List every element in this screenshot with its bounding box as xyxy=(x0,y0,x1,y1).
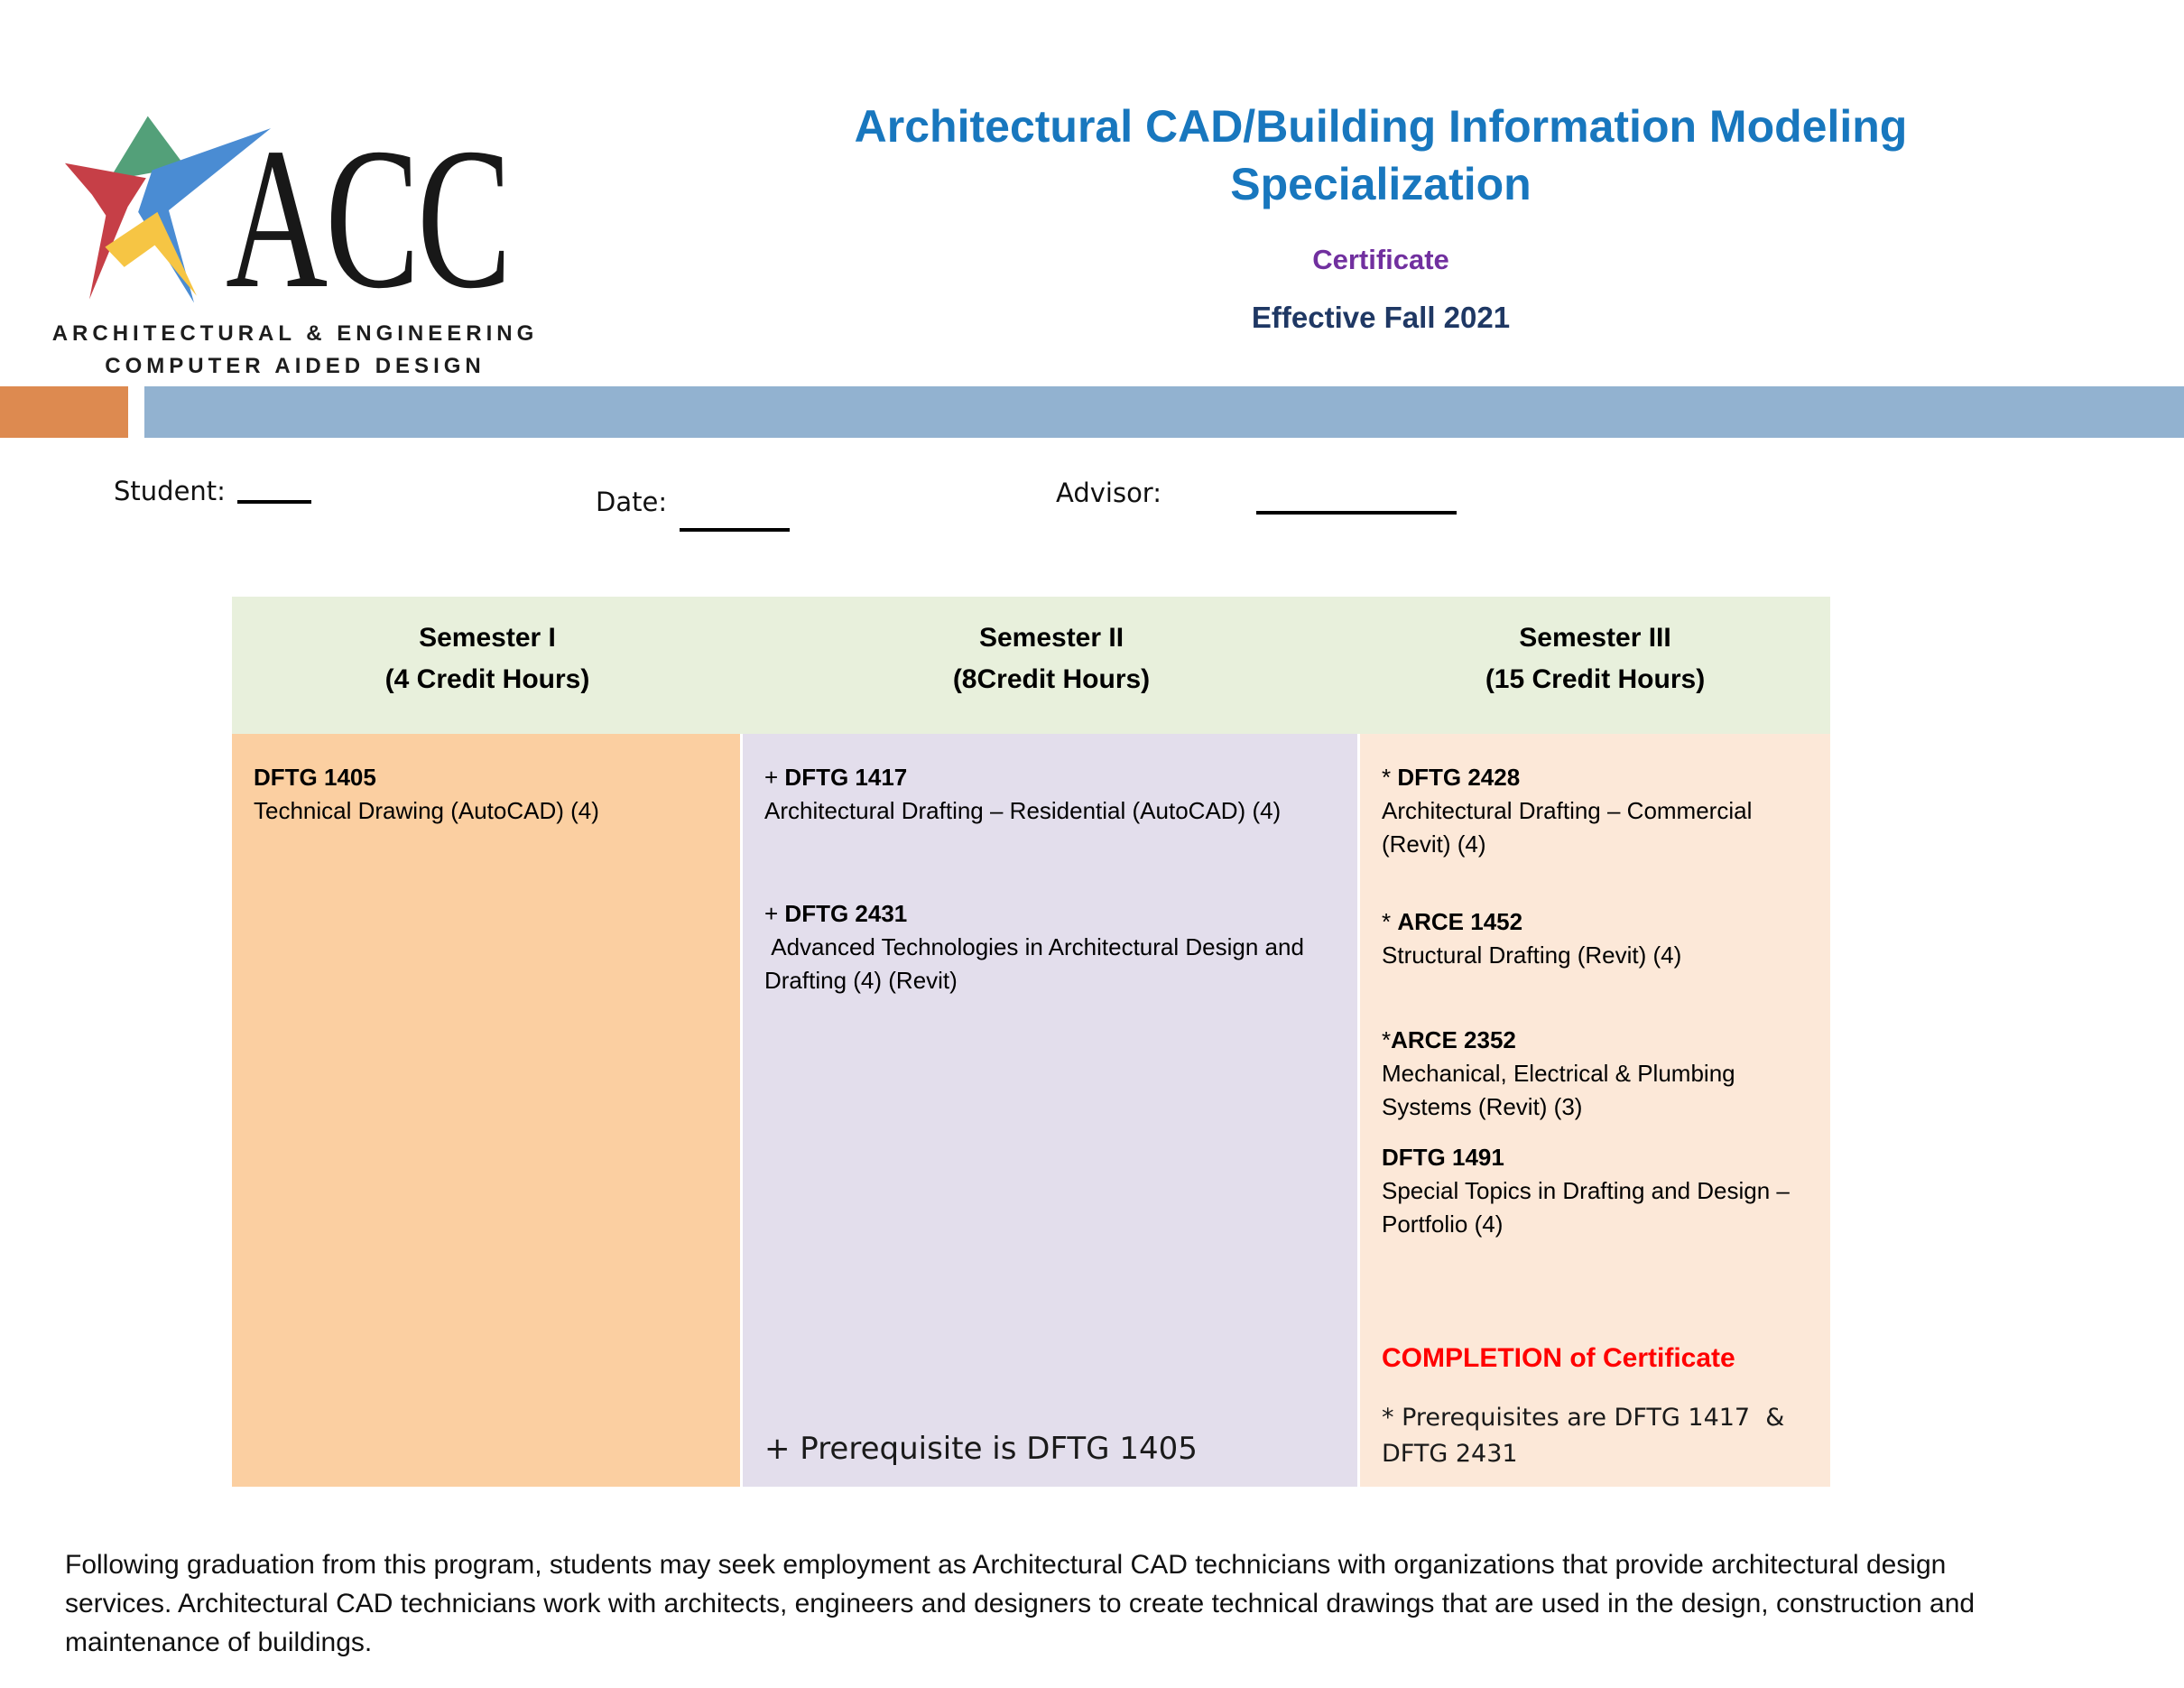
course-dftg-1417 xyxy=(764,761,1336,828)
accent-bar-blue xyxy=(144,386,2184,438)
course-code: DFTG 2431 xyxy=(784,900,908,927)
semester-2-cell xyxy=(743,734,1360,1487)
course-code: ARCE 2352 xyxy=(1391,1026,1516,1053)
page-title-line2: Specialization xyxy=(1230,159,1532,209)
semester-table-header-row xyxy=(232,597,1830,734)
program-description-line2: services. Architectural CAD technicians work with architects, engineers and designers to create technical drawings that are used in the design, construction and xyxy=(65,1589,1976,1618)
course-prefix: * xyxy=(1382,908,1398,935)
semester-3-prerequisite-note xyxy=(1382,1400,1784,1472)
date-blank-field[interactable] xyxy=(680,506,790,532)
logo-subtitle-line1: ARCHITECTURAL & ENGINEERING xyxy=(51,321,539,346)
logo-subtitle-line2: COMPUTER AIDED DESIGN xyxy=(105,354,486,378)
advisor-blank-field[interactable] xyxy=(1256,489,1457,515)
prerequisite-note-line2: DFTG 2431 xyxy=(1382,1440,1518,1468)
course-prefix: + xyxy=(764,900,785,927)
course-code: DFTG 1491 xyxy=(1382,1144,1504,1171)
prerequisite-note-line1: * Prerequisites are DFTG 1417 & xyxy=(1382,1404,1785,1432)
program-description-line3: maintenance of buildings. xyxy=(65,1628,373,1657)
completion-of-certificate-label: COMPLETION of Certificate xyxy=(1382,1343,1735,1373)
course-desc: Technical Drawing (AutoCAD) (4) xyxy=(254,797,599,824)
course-desc: Architectural Drafting – Commercial (Revit) (4) xyxy=(1382,797,1759,858)
course-dftg-2428 xyxy=(1382,761,1809,861)
semester-3-title: Semester III xyxy=(1519,623,1671,653)
header-semester-3 xyxy=(1360,597,1830,734)
program-description-line1: Following graduation from this program, students may seek employment as Architectural CAD technicians with organizations that provide architectural design xyxy=(65,1550,1947,1580)
header-semester-1 xyxy=(232,597,743,734)
date-label: Date: xyxy=(596,487,668,517)
course-desc: Mechanical, Electrical & Plumbing Systems (Revit) (3) xyxy=(1382,1060,1742,1120)
semester-3-cell xyxy=(1360,734,1830,1487)
semester-2-prerequisite-note: + Prerequisite is DFTG 1405 xyxy=(764,1431,1198,1467)
course-code: ARCE 1452 xyxy=(1397,908,1523,935)
course-code: DFTG 1405 xyxy=(254,764,376,791)
course-desc: Special Topics in Drafting and Design – Portfolio (4) xyxy=(1382,1177,1797,1238)
program-description xyxy=(65,1545,1975,1662)
course-arce-1452 xyxy=(1382,905,1809,972)
semester-table xyxy=(232,597,1830,1487)
course-prefix: + xyxy=(764,764,785,791)
heading-block xyxy=(578,97,2184,335)
course-dftg-1405 xyxy=(254,761,718,828)
certificate-label: Certificate xyxy=(1312,244,1449,275)
course-desc: Structural Drafting (Revit) (4) xyxy=(1382,941,1682,969)
course-desc: Advanced Technologies in Architectural Design and Drafting (4) (Revit) xyxy=(764,933,1311,994)
course-dftg-1491 xyxy=(1382,1141,1809,1241)
accent-bar-orange xyxy=(0,386,128,438)
student-label: Student: xyxy=(114,476,226,506)
course-code: DFTG 2428 xyxy=(1397,764,1521,791)
course-arce-2352 xyxy=(1382,1024,1809,1124)
semester-1-title: Semester I xyxy=(419,623,556,653)
logo-subtitle xyxy=(34,318,556,383)
course-dftg-2431 xyxy=(764,897,1336,997)
advisor-label: Advisor: xyxy=(1056,478,1161,508)
student-blank-field[interactable] xyxy=(237,478,311,504)
header-semester-2 xyxy=(743,597,1360,734)
effective-term-label: Effective Fall 2021 xyxy=(1251,301,1511,334)
logo-acronym: ACC xyxy=(226,107,510,330)
semester-1-cell xyxy=(232,734,743,1487)
semester-3-credits: (15 Credit Hours) xyxy=(1485,664,1706,694)
semester-table-body xyxy=(232,734,1830,1487)
course-prefix: * xyxy=(1382,1026,1392,1053)
semester-1-credits: (4 Credit Hours) xyxy=(384,664,590,694)
semester-2-title: Semester II xyxy=(978,623,1124,653)
course-desc: Architectural Drafting – Residential (AutoCAD) (4) xyxy=(764,797,1282,824)
course-code: DFTG 1417 xyxy=(784,764,908,791)
semester-2-credits: (8Credit Hours) xyxy=(952,664,1151,694)
course-prefix: * xyxy=(1382,764,1398,791)
page-title xyxy=(578,97,2184,213)
page-title-line1: Architectural CAD/Building Information Modeling xyxy=(854,101,1908,152)
